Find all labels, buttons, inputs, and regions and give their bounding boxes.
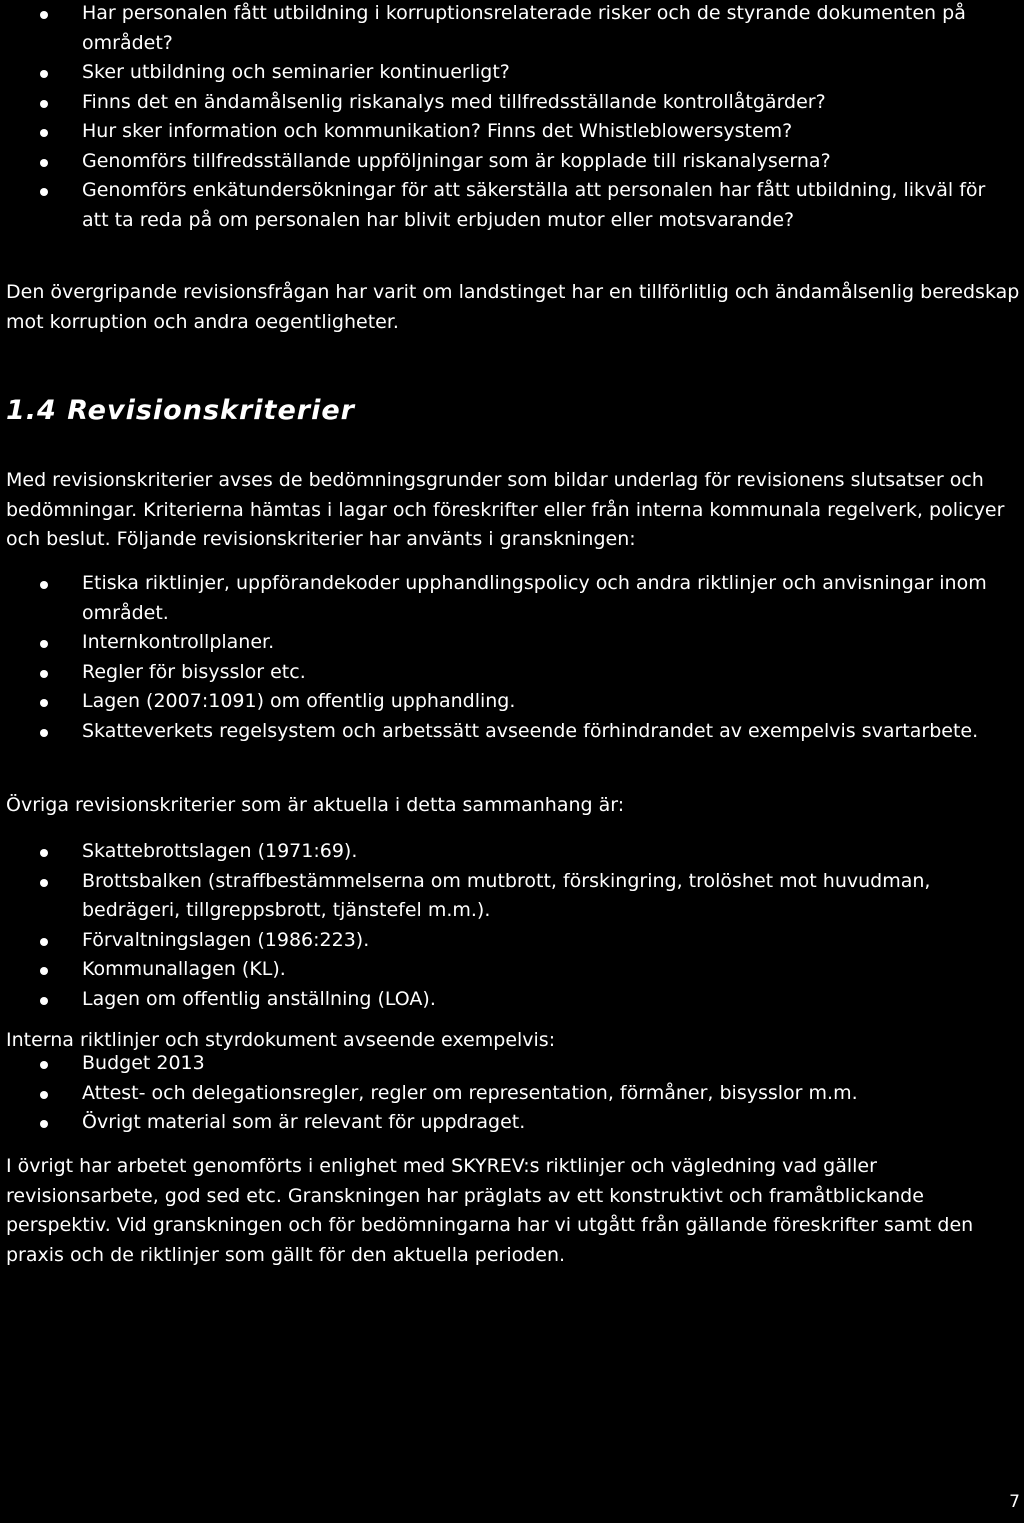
list-item-text: Budget 2013 [82,1052,205,1074]
bullet-icon [40,670,48,678]
other-criteria-intro: Övriga revisionskriterier som är aktuella i detta sammanhang är: [6,794,625,816]
bullet-icon [40,11,48,19]
bullet-icon [40,879,48,887]
internal-guidelines-intro: Interna riktlinjer och styrdokument avseende exempelvis: [6,1029,556,1051]
bullet-icon [40,938,48,946]
list-item-text: Förvaltningslagen (1986:223). [82,928,370,951]
list-item-text: Sker utbildning och seminarier kontinuerligt? [82,61,510,83]
list-item [0,1108,1024,1138]
other-criteria-list [0,837,1024,1014]
list-item-text: Etiska riktlinjer, uppförandekoder upphandlingspolicy och andra riktlinjer och anvisningar inom området. [82,572,987,624]
list-item [0,1049,1024,1079]
list-item-text: Internkontrollplaner. [82,631,275,653]
list-item-text: Skattebrottslagen (1971:69). [82,840,358,862]
list-item [0,867,1024,926]
bullet-icon [40,188,48,196]
list-item [0,88,1024,118]
list-item [0,926,1024,956]
overarching-question-paragraph: Den övergripande revisionsfrågan har varit om landstinget har en tillförlitlig och ändamålsenlig beredskap mot korruption och andra oegentligheter. [6,281,1020,333]
bullet-icon [40,849,48,857]
bullet-icon [40,640,48,648]
internal-guidelines-list [0,1049,1024,1138]
bullet-icon [40,70,48,78]
list-item-text: Finns det en ändamålsenlig riskanalys med tillfredsställande kontrollåtgärder? [82,90,826,113]
list-item [0,569,1024,628]
bullet-icon [40,997,48,1005]
bullet-icon [40,581,48,589]
list-item-text: Skatteverkets regelsystem och arbetssätt avseende förhindrandet av exempelvis svartarbete. [82,719,979,742]
list-item-text: Övrigt material som är relevant för uppdraget. [82,1111,526,1133]
bullet-icon [40,699,48,707]
list-item-text: Regler för bisysslor etc. [82,660,306,683]
bullet-icon [40,1120,48,1128]
closing-paragraph: I övrigt har arbetet genomförts i enlighet med SKYREV:s riktlinjer och vägledning vad gäller revisionsarbete, god sed etc. Granskningen har präglats av ett konstruktivt och framåtblickande perspektiv. Vid granskningen och för bedömningarna har vi utgått från gällande föreskrifter samt den praxis och de riktlinjer som gällt för den aktuella perioden. [6,1155,974,1266]
list-item-text: Genomförs tillfredsställande uppföljningar som är kopplade till riskanalyserna? [82,149,831,172]
list-item [0,658,1024,688]
bullet-icon [40,729,48,737]
list-item [0,117,1024,147]
list-item [0,1079,1024,1109]
list-item-text: Attest- och delegationsregler, regler om representation, förmåner, bisysslor m.m. [82,1081,858,1104]
bullet-icon [40,1061,48,1069]
list-item [0,687,1024,717]
bullet-icon [40,159,48,167]
list-item-text: Lagen om offentlig anställning (LOA). [82,987,436,1010]
bullet-icon [40,100,48,108]
list-item [0,176,1024,235]
list-item [0,58,1024,88]
bullet-icon [40,967,48,975]
list-item-text: Hur sker information och kommunikation? Finns det Whistleblowersystem? [82,120,793,142]
list-item-text: Brottsbalken (straffbestämmelserna om mutbrott, förskingring, trolöshet mot huvudman, bedrägeri, tillgreppsbrott, tjänstefel m.m.). [82,869,931,921]
audit-questions-list [0,0,1024,235]
list-item [0,837,1024,867]
list-item [0,0,1024,58]
list-item [0,717,1024,747]
list-item-text: Lagen (2007:1091) om offentlig upphandling. [82,690,516,712]
list-item-text: Har personalen fått utbildning i korruptionsrelaterade risker och de styrande dokumenten på området? [82,2,966,54]
list-item [0,955,1024,985]
bullet-icon [40,1091,48,1099]
list-item-text: Kommunallagen (KL). [82,958,286,980]
list-item [0,147,1024,177]
page-number: 7 [1009,1492,1020,1512]
criteria-intro-paragraph: Med revisionskriterier avses de bedömningsgrunder som bildar underlag för revisionens slutsatser och bedömningar. Kriterierna hämtas i lagar och föreskrifter eller från interna kommunala regelverk, policyer och beslut. Följande revisionskriterier har använts i granskningen: [6,469,1005,550]
list-item [0,628,1024,658]
section-heading: 1.4 Revisionskriterier [6,395,355,426]
list-item-text: Genomförs enkätundersökningar för att säkerställa att personalen har fått utbildning, likväl för att ta reda på om personalen har blivit erbjuden mutor eller motsvarande? [82,179,986,231]
list-item [0,985,1024,1015]
criteria-list [0,569,1024,746]
bullet-icon [40,129,48,137]
